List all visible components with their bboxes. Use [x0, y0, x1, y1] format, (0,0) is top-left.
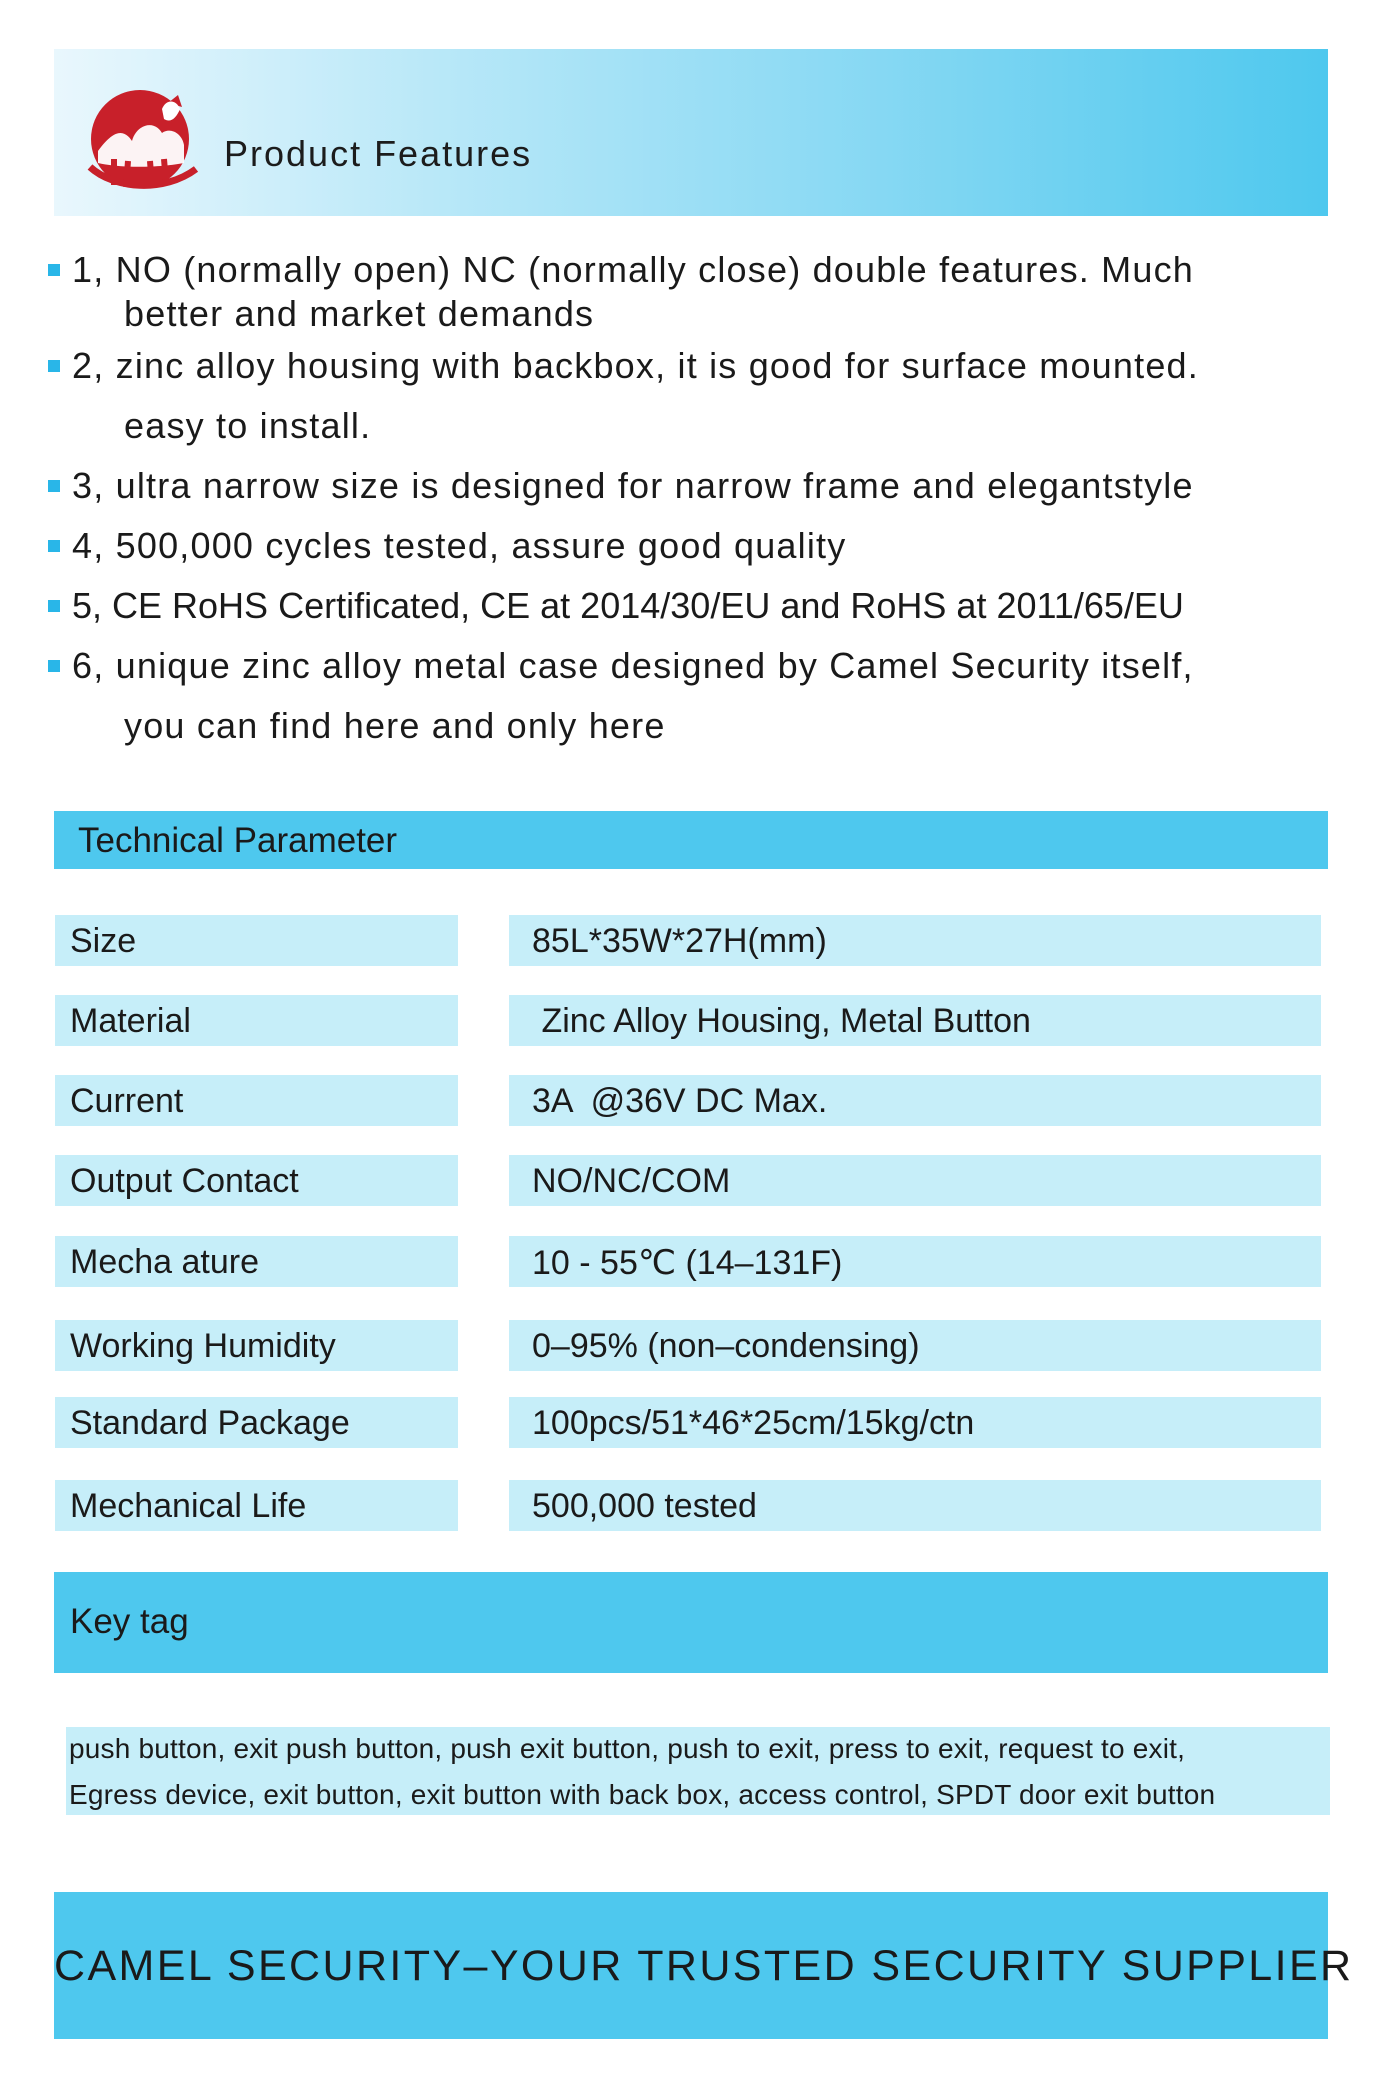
param-value: 10 - 55℃ (14–131F) — [532, 1244, 843, 1282]
feature-continuation: better and market demands — [124, 293, 595, 334]
camel-logo-icon — [84, 89, 200, 193]
feature-text: 4, 500,000 cycles tested, assure good quality — [72, 525, 847, 566]
param-value-cell — [509, 995, 1321, 1046]
param-value: 500,000 tested — [532, 1487, 757, 1525]
param-label: Output Contact — [70, 1162, 299, 1200]
param-label: Current — [70, 1082, 184, 1120]
param-value: 100pcs/51*46*25cm/15kg/ctn — [532, 1404, 975, 1442]
param-value-cell — [509, 1075, 1321, 1126]
square-bullet-icon — [48, 660, 60, 672]
param-label: Mecha ature — [70, 1243, 259, 1281]
param-value-cell — [509, 1320, 1321, 1371]
param-value: NO/NC/COM — [532, 1162, 731, 1200]
param-label-cell — [55, 1236, 458, 1287]
param-label-cell — [55, 915, 458, 966]
key-tag-line: push button, exit push button, push exit button, push to exit, press to exit, request to exit, — [69, 1733, 1186, 1764]
key-tag-line: Egress device, exit button, exit button with back box, access control, SPDT door exit button — [69, 1779, 1216, 1810]
footer-banner — [54, 1892, 1354, 2039]
feature-text: 1, NO (normally open) NC (normally close) double features. Much — [72, 249, 1195, 290]
param-label-cell — [55, 995, 458, 1046]
square-bullet-icon — [48, 540, 60, 552]
param-value: 3A @36V DC Max. — [532, 1082, 828, 1120]
feature-continuation: you can find here and only here — [124, 705, 666, 746]
feature-text: 6, unique zinc alloy metal case designed by Camel Security itself, — [72, 645, 1194, 686]
param-label-cell — [55, 1320, 458, 1371]
feature-text: 5, CE RoHS Certificated, CE at 2014/30/EU and RoHS at 2011/65/EU — [72, 585, 1184, 626]
param-label-cell — [55, 1480, 458, 1531]
param-value-cell — [509, 915, 1321, 966]
key-tag-banner — [54, 1572, 1328, 1673]
square-bullet-icon — [48, 264, 60, 276]
param-label: Standard Package — [70, 1404, 350, 1442]
feature-text: 2, zinc alloy housing with backbox, it is good for surface mounted. — [72, 345, 1199, 386]
technical-parameter-title: Technical Parameter — [78, 821, 398, 860]
technical-parameter-banner — [54, 811, 1328, 869]
param-label: Working Humidity — [70, 1327, 336, 1365]
key-tag-box — [66, 1727, 1330, 1815]
param-value-cell — [509, 1397, 1321, 1448]
param-label-cell — [55, 1075, 458, 1126]
param-label-cell — [55, 1397, 458, 1448]
param-value: 85L*35W*27H(mm) — [532, 922, 827, 960]
param-label: Material — [70, 1002, 191, 1040]
param-label: Mechanical Life — [70, 1487, 307, 1525]
param-value-cell — [509, 1480, 1321, 1531]
square-bullet-icon — [48, 600, 60, 612]
key-tag-title: Key tag — [70, 1602, 189, 1641]
param-label: Size — [70, 922, 137, 960]
square-bullet-icon — [48, 360, 60, 372]
param-value: 0–95% (non–condensing) — [532, 1327, 920, 1365]
feature-text: 3, ultra narrow size is designed for narrow frame and elegantstyle — [72, 465, 1194, 506]
param-label-cell — [55, 1155, 458, 1206]
product-features-banner — [54, 49, 1328, 216]
param-value: Zinc Alloy Housing, Metal Button — [532, 1002, 1031, 1040]
feature-continuation: easy to install. — [124, 405, 372, 446]
param-value-cell — [509, 1155, 1321, 1206]
footer-slogan: CAMEL SECURITY–YOUR TRUSTED SECURITY SUPPLIER — [54, 1942, 1354, 1990]
square-bullet-icon — [48, 480, 60, 492]
product-features-title: Product Features — [224, 133, 533, 174]
param-value-cell — [509, 1236, 1321, 1287]
